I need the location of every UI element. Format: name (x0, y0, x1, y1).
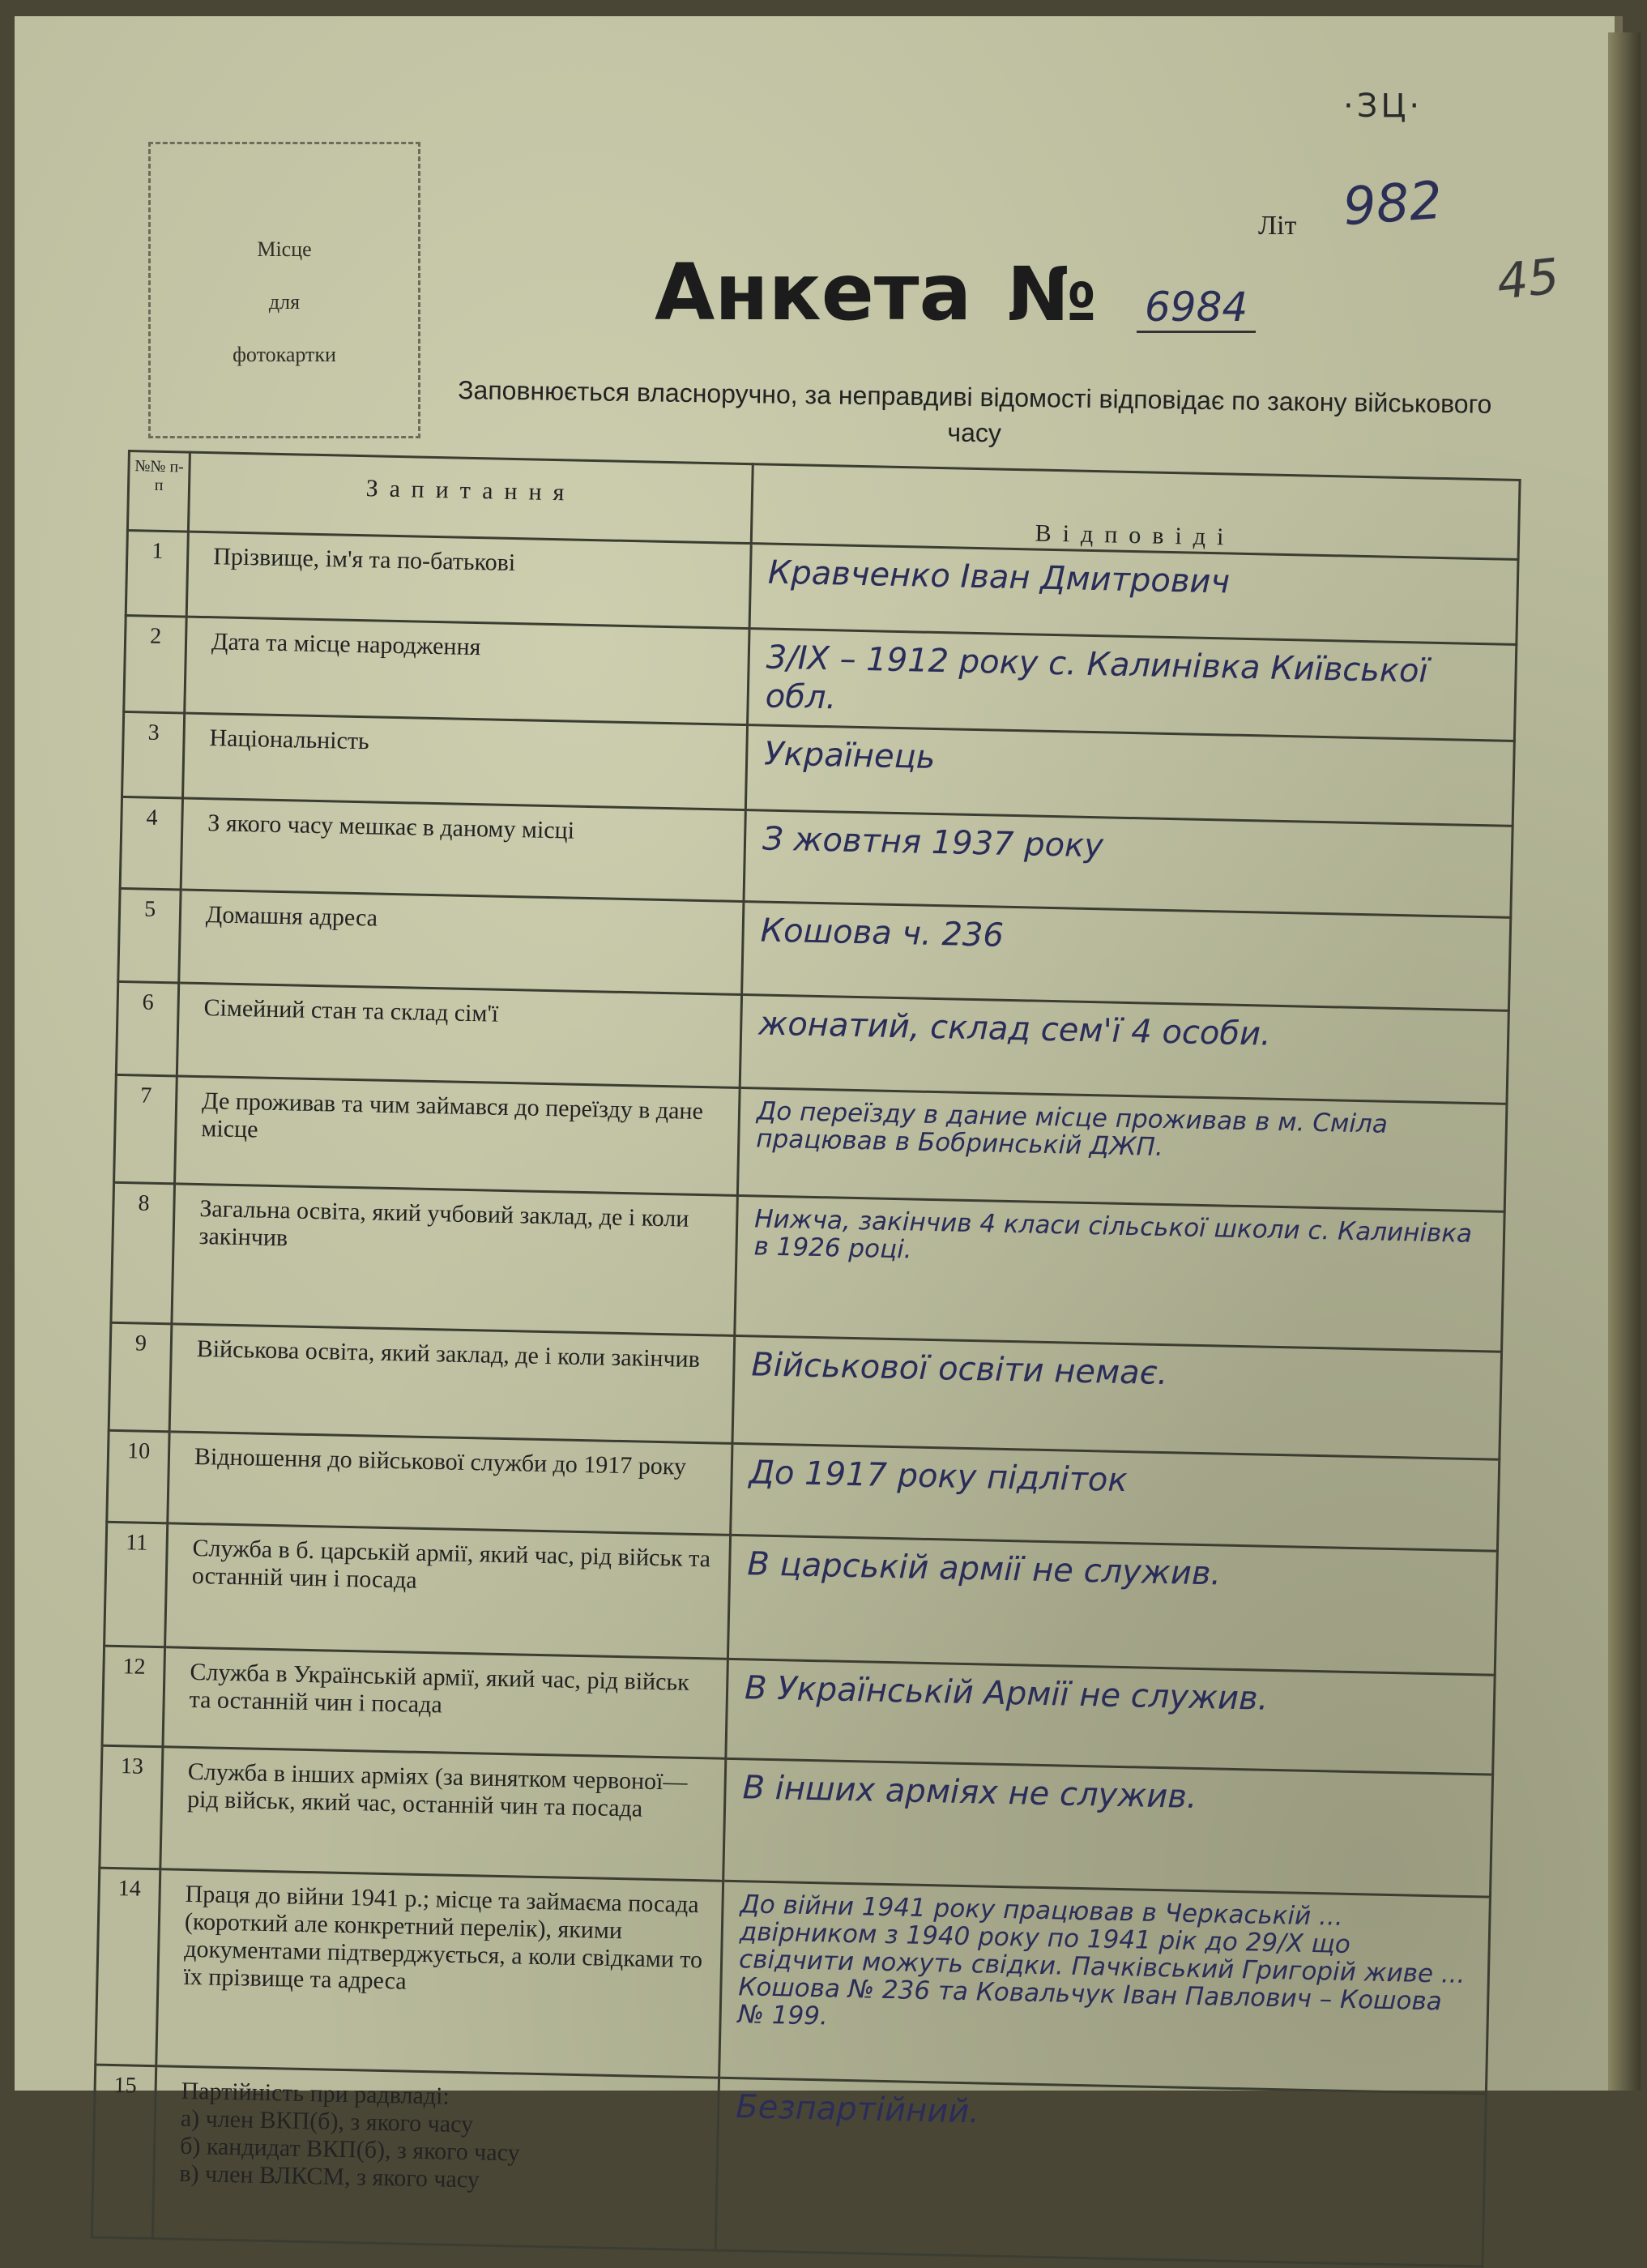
photo-label-line-2: для (268, 290, 301, 314)
photo-label-line-1: Місце (257, 237, 312, 261)
row-question: Дата та місце народження (185, 617, 749, 725)
number-sign: № (1007, 251, 1097, 338)
photo-placeholder (148, 142, 420, 438)
row-number: 11 (105, 1522, 168, 1647)
row-number: 6 (116, 981, 178, 1076)
table-row (92, 2065, 1486, 2266)
row-number: 15 (92, 2065, 156, 2239)
row-question: Національність (183, 713, 748, 810)
row-answer: Нижча, закінчив 4 класи сільської школи с. Калинівка в 1926 році. (735, 1195, 1504, 1352)
page-stack-edge (1608, 32, 1641, 2091)
lit-label: Літ (1258, 211, 1297, 241)
page-title: Анкета (655, 247, 972, 338)
lit-number: 982 (1341, 170, 1444, 238)
row-number: 2 (124, 615, 186, 713)
row-answer: жонатий, склад сем'ї 4 особи. (740, 995, 1508, 1104)
row-answer: Кравченко Іван Дмитрович (749, 544, 1518, 645)
row-number: 10 (107, 1430, 169, 1523)
row-number: 1 (126, 531, 188, 617)
row-number: 5 (118, 888, 181, 983)
questionnaire-page (15, 16, 1623, 2193)
row-question: Відношення до військової служби до 1917 року (168, 1432, 732, 1535)
row-question: Прізвище, ім'я та по-батькові (186, 532, 751, 629)
row-answer: Військової освіти немає. (732, 1335, 1502, 1459)
questionnaire-table (91, 450, 1521, 2268)
row-question: Служба в Українській армії, який час, рід військ та останній чин і посада (163, 1647, 727, 1759)
row-question: Де проживав та чим займався до переїзду в дане місце (175, 1076, 740, 1196)
row-question: Сімейний стан та склад сім'ї (177, 983, 741, 1088)
row-question: Партійність при радвладі: а) член ВКП(б), з якого часу б) кандидат ВКП(б), з якого часу в) член ВЛКСМ, з якого часу (152, 2066, 719, 2251)
questionnaire-table-wrapper (95, 450, 1521, 2193)
header-number: №№ п-п (127, 451, 190, 532)
row-question: Загальна освіта, який учбовий заклад, де і коли закінчив (172, 1184, 737, 1336)
row-number: 3 (122, 711, 185, 798)
row-answer: Українець (745, 725, 1514, 826)
row-answer: До 1917 року підліток (731, 1443, 1500, 1551)
row-question: Праця до війни 1941 р.; місце та займаєма посада (короткий але конкретний перелік), якими документами підтверджується, а коли свідками то їх прізвище та адреса (156, 1869, 723, 2078)
row-answer: В інших арміях не служив. (723, 1758, 1493, 1897)
row-question: Домашня адреса (179, 890, 744, 995)
row-number: 4 (120, 797, 182, 890)
row-answer: 3/IX – 1912 року с. Калинівка Київської обл. (748, 629, 1517, 741)
table-row (96, 1868, 1491, 2094)
row-answer: В царській армії не служив. (727, 1535, 1497, 1675)
row-question: Військова освіта, який заклад, де і коли закінчив (169, 1324, 735, 1444)
row-number: 8 (111, 1182, 175, 1324)
row-number: 7 (114, 1074, 177, 1184)
row-question: Служба в інших арміях (за винятком червоної—рід військ, який час, останній чин та посада (160, 1747, 726, 1881)
side-number: 45 (1494, 248, 1562, 311)
questionnaire-number: 6984 (1137, 284, 1256, 333)
row-number: 12 (102, 1646, 165, 1747)
photo-label-line-3: фотокартки (233, 343, 336, 366)
row-answer: До війни 1941 року працював в Черкаській ... двірником з 1940 року по 1941 рік до 29/Х що свідчити можуть свідки. Пачківський Григорій живе ... Кошова № 236 та Ковальчук Іван Павлович – Кошова № 199. (719, 1881, 1491, 2094)
row-number: 14 (96, 1868, 160, 2066)
row-question: Служба в б. царській армії, який час, рід військ та останній чин і посада (165, 1523, 731, 1659)
row-answer: Безпартійний. (715, 2078, 1486, 2266)
row-answer: З жовтня 1937 року (744, 810, 1513, 918)
row-answer: До переїзду в дание місце проживав в м. Сміла працював в Бобринській ДЖП. (737, 1087, 1507, 1211)
row-number: 13 (100, 1745, 163, 1869)
row-answer: Кошова ч. 236 (742, 902, 1511, 1011)
subtitle-instructions: Заповнюється власноручно, за неправдиві відомості відповідає по закону військового часу (457, 375, 1492, 448)
corner-archive-number: ·ЗЦ· (1343, 88, 1423, 125)
row-question: З якого часу мешкає в даному місці (181, 798, 745, 902)
header-question: Запитання (188, 452, 753, 544)
row-answer: В Українській Армії не служив. (726, 1659, 1495, 1775)
header-answer: Відповіді (751, 464, 1520, 560)
row-number: 9 (109, 1322, 172, 1432)
